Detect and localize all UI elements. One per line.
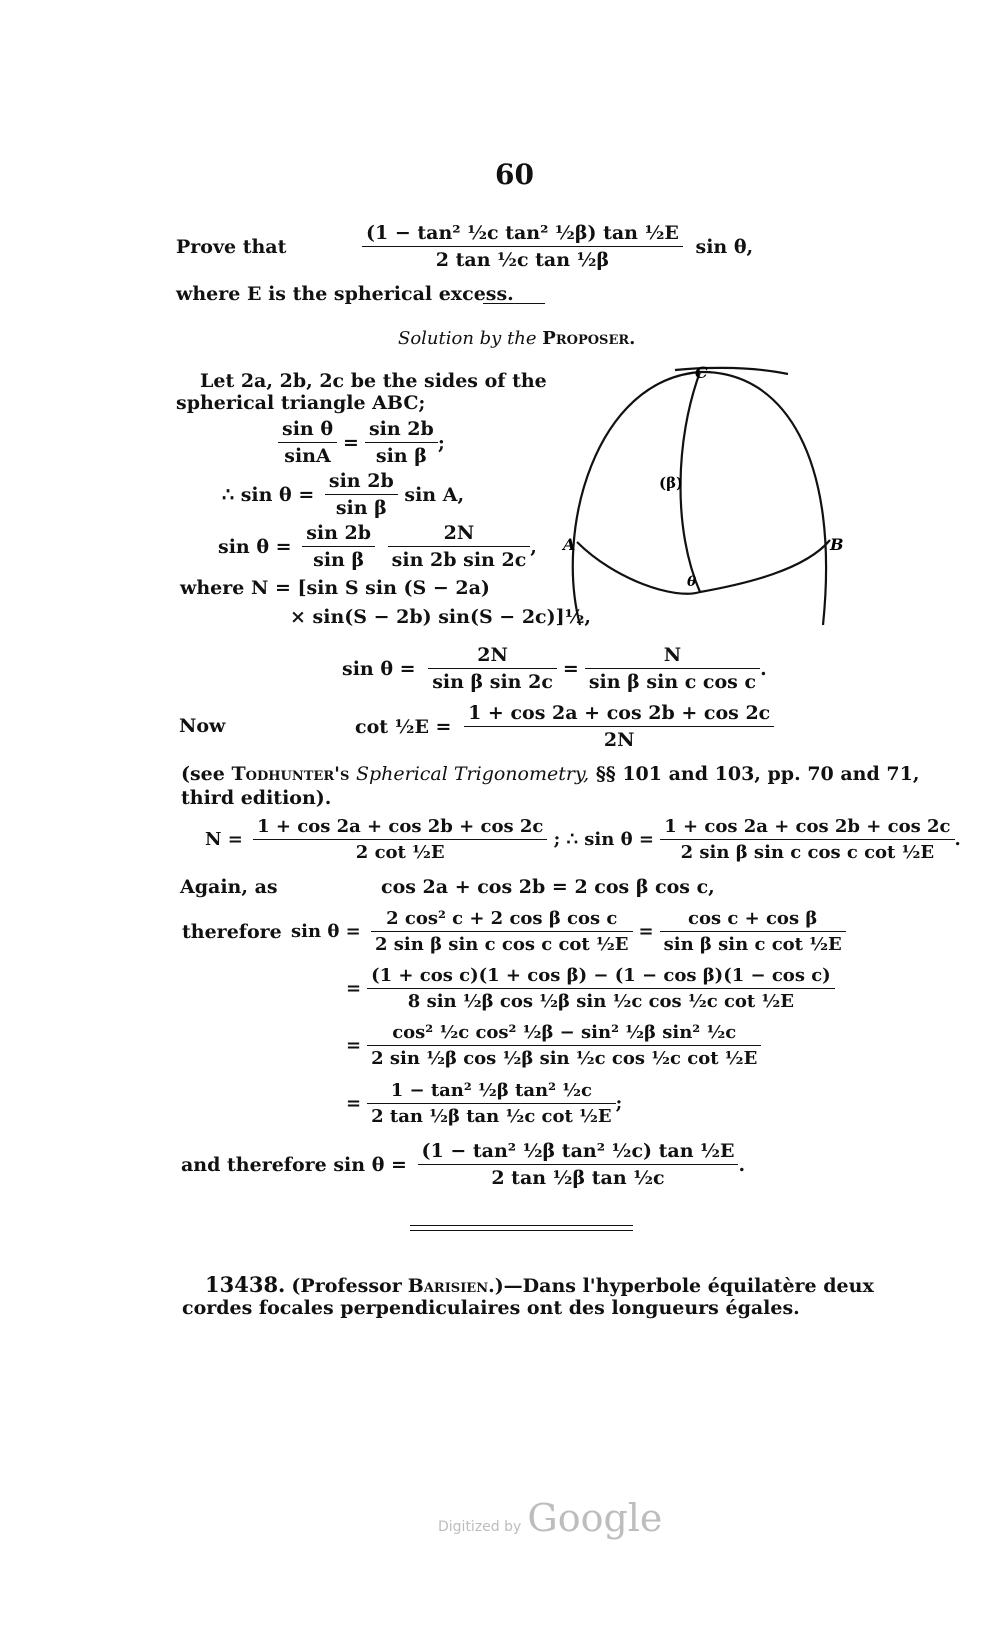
text-line-2: spherical triangle ABC; xyxy=(176,392,426,414)
eq1-den1: sinA xyxy=(284,445,331,467)
eq10-equals: = xyxy=(346,1035,362,1056)
eq11-end: ; xyxy=(615,1093,623,1114)
spherical-triangle-figure xyxy=(555,360,845,635)
digitized-watermark xyxy=(438,1496,662,1540)
eq6-pre: cot ½E = xyxy=(355,715,452,738)
label-a: A xyxy=(563,535,576,554)
equation-6 xyxy=(355,702,774,751)
eq1-end: ; xyxy=(437,431,445,454)
equation-1 xyxy=(278,418,445,467)
section-divider xyxy=(410,1225,633,1231)
eq10-den: 2 sin ½β cos ½β sin ½c cos ½c cot ½E xyxy=(371,1048,758,1069)
solution-heading-italic: Solution by the xyxy=(398,328,537,349)
equation-2 xyxy=(222,470,464,519)
eq7-end: . xyxy=(954,829,961,850)
eq9-equals: = xyxy=(346,978,362,999)
ref-author: Todhunter's xyxy=(231,763,350,785)
eq3-den1: sin β xyxy=(313,549,365,571)
eq7-num2: 1 + cos 2a + cos 2b + cos 2c xyxy=(660,816,954,840)
equation-10 xyxy=(340,1022,761,1069)
eq2-den: sin β xyxy=(335,497,387,519)
median-arc xyxy=(680,372,700,592)
eq2-pre: ∴ sin θ = xyxy=(222,483,315,506)
eq3-num2: 2N xyxy=(388,522,531,547)
watermark-brand: Google xyxy=(527,1496,663,1540)
equation-5 xyxy=(342,644,767,693)
eq5-num1: 2N xyxy=(428,644,557,669)
label-theta: θ xyxy=(687,574,697,590)
eq9-num: (1 + cos c)(1 + cos β) − (1 − cos β)(1 − cos c) xyxy=(367,965,835,989)
eq8-num2: cos c + cos β xyxy=(660,908,846,932)
problem-author: Barisien. xyxy=(407,1275,495,1297)
ref-see: (see xyxy=(181,763,225,785)
eq5-den2: sin β sin c cos c xyxy=(588,671,757,693)
eq1-num1: sin θ xyxy=(278,418,337,443)
eq5-den1: sin β sin 2c xyxy=(432,671,553,693)
reference-line-1 xyxy=(181,763,919,785)
eq3-pre: sin θ = xyxy=(218,535,292,558)
eq3-num1: sin 2b xyxy=(302,522,375,547)
eq3-end: , xyxy=(530,535,537,558)
now-label: Now xyxy=(179,715,226,737)
eq6-den: 2N xyxy=(603,729,635,751)
eq7-den2: 2 sin β sin c cos c cot ½E xyxy=(680,842,935,863)
page-number: 60 xyxy=(495,158,534,191)
label-c: C xyxy=(695,363,708,382)
intro-numerator: (1 − tan² ½c tan² ½β) tan ½E xyxy=(362,222,683,247)
eq9-den: 8 sin ½β cos ½β sin ½c cos ½c cot ½E xyxy=(407,991,794,1012)
text-line-1: Let 2a, 2b, 2c be the sides of the xyxy=(200,370,547,392)
watermark-small: Digitized by xyxy=(438,1519,522,1535)
equation-7 xyxy=(205,816,961,863)
eq5-equals: = xyxy=(562,657,579,680)
solution-heading-name: Proposer. xyxy=(542,328,636,349)
eq7-den: 2 cot ½E xyxy=(355,842,445,863)
eq7-num: 1 + cos 2a + cos 2b + cos 2c xyxy=(253,816,547,840)
therefore-label: therefore xyxy=(182,921,282,943)
final-pre: and therefore sin θ = xyxy=(181,1153,407,1176)
again-label: Again, as xyxy=(180,876,278,898)
final-equation xyxy=(181,1140,745,1189)
intro-rhs: sin θ, xyxy=(695,235,754,258)
eq7-mid: ; ∴ sin θ = xyxy=(553,829,654,850)
problem-text-1: )—Dans l'hyperbole équilatère deux xyxy=(494,1275,874,1297)
intro-fraction xyxy=(362,222,683,271)
intro-denominator: 2 tan ½c tan ½β xyxy=(435,249,610,271)
eq11-num: 1 − tan² ½β tan² ½c xyxy=(367,1080,616,1104)
reference-line-2: third edition). xyxy=(181,787,332,809)
eq8-num1: 2 cos² c + 2 cos β cos c xyxy=(371,908,633,932)
eq6-num: 1 + cos 2a + cos 2b + cos 2c xyxy=(464,702,774,727)
eq8-equals: = xyxy=(638,921,654,942)
next-problem-line-1 xyxy=(205,1272,874,1297)
eq2-num: sin 2b xyxy=(325,470,398,495)
eq5-pre: sin θ = xyxy=(342,657,416,680)
equation-9 xyxy=(340,965,835,1012)
equation-3 xyxy=(218,522,537,571)
eq3-den2: sin 2b sin 2c xyxy=(391,549,527,571)
problem-number: 13438. xyxy=(205,1272,286,1297)
eq5-num2: N xyxy=(585,644,760,669)
problem-author-pre: (Professor xyxy=(291,1275,402,1297)
equation-4b: × sin(S − 2b) sin(S − 2c)]½, xyxy=(290,606,592,628)
equation-11 xyxy=(340,1080,622,1127)
intro-equation xyxy=(362,222,753,271)
equation-8 xyxy=(291,908,846,955)
final-num: (1 − tan² ½β tan² ½c) tan ½E xyxy=(418,1140,739,1165)
eq10-num: cos² ½c cos² ½β − sin² ½β sin² ½c xyxy=(367,1022,761,1046)
eq1-den2: sin β xyxy=(375,445,427,467)
ref-sections: §§ 101 and 103, pp. 70 and 71, xyxy=(595,763,920,785)
eq8-den2: sin β sin c cot ½E xyxy=(663,934,842,955)
eq7-pre: N = xyxy=(205,829,243,850)
label-b: B xyxy=(830,535,844,554)
eq5-end: . xyxy=(760,657,767,680)
eq1-num2: sin 2b xyxy=(365,418,438,443)
final-den: 2 tan ½β tan ½c xyxy=(491,1167,665,1189)
eq11-den: 2 tan ½β tan ½c cot ½E xyxy=(371,1106,612,1127)
eq2-post: sin A, xyxy=(404,483,465,506)
label-beta: (β) xyxy=(659,474,684,492)
solution-heading xyxy=(398,328,635,349)
again-equation: cos 2a + cos 2b = 2 cos β cos c, xyxy=(381,876,715,898)
intro-where: where E is the spherical excess. xyxy=(176,283,514,305)
great-circle-arc xyxy=(573,372,826,625)
eq8-den1: 2 sin β sin c cos c cot ½E xyxy=(374,934,629,955)
eq11-equals: = xyxy=(346,1093,362,1114)
side-ab-arc xyxy=(577,540,830,594)
next-problem-line-2: cordes focales perpendiculaires ont des longueurs égales. xyxy=(182,1297,800,1319)
eq1-equals: = xyxy=(343,431,359,454)
short-rule xyxy=(483,303,545,304)
eq8-pre: sin θ = xyxy=(291,921,361,942)
prove-label: Prove that xyxy=(176,236,287,258)
ref-title: Spherical Trigonometry, xyxy=(355,763,590,785)
equation-4a: where N = [sin S sin (S − 2a) xyxy=(180,577,490,599)
final-end: . xyxy=(738,1153,746,1176)
